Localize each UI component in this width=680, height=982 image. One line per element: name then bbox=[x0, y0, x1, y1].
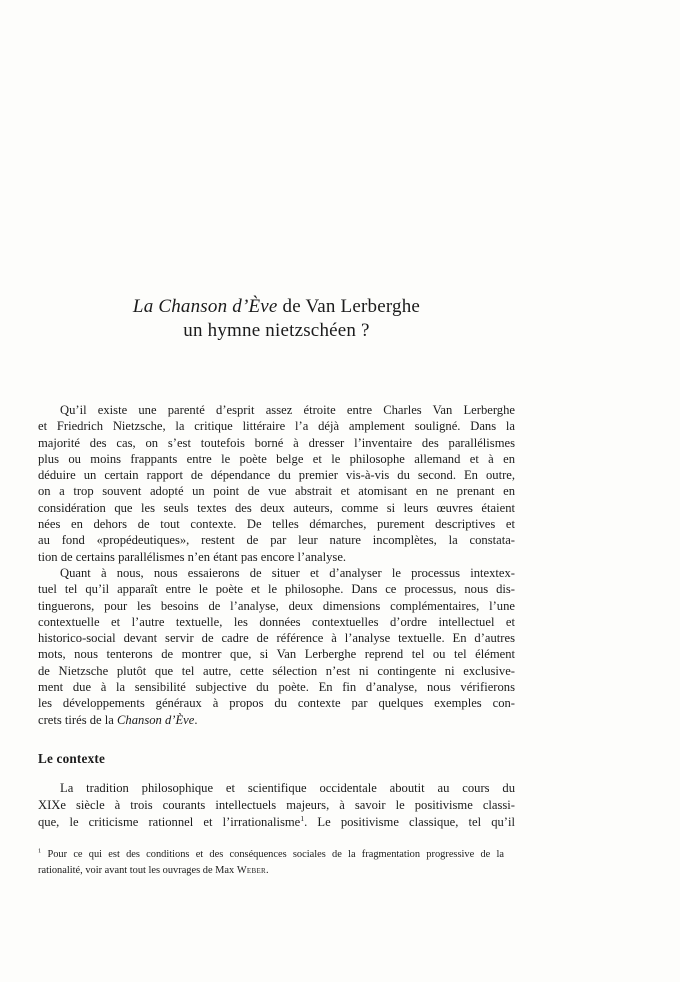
text-line bbox=[38, 402, 515, 418]
footnote bbox=[38, 847, 504, 878]
text-segment: on a trop souvent adopté un point de vue abstrait et atomisant en ne prenant en bbox=[38, 484, 515, 499]
text-segment: Pour ce qui est des conditions et des conséquences sociales de la fragmentation progressive de la bbox=[41, 849, 504, 860]
text-segment: considération que les seuls textes des deux auteurs, comme si leurs œuvres étaient bbox=[38, 500, 515, 515]
text-line bbox=[38, 630, 515, 646]
text-segment: au fond «propédeutiques», restent de par leur nature incomplètes, la constata- bbox=[38, 533, 515, 548]
text-line bbox=[38, 814, 515, 831]
text-segment: rationalité, voir avant tout les ouvrages de Max bbox=[38, 864, 237, 876]
text-line bbox=[38, 712, 515, 728]
context-paragraph bbox=[38, 780, 515, 832]
text-line bbox=[38, 435, 515, 451]
text-segment: Qu’il existe une parenté d’esprit assez étroite entre Charles Van Lerberghe bbox=[60, 403, 515, 417]
text-line bbox=[38, 581, 515, 597]
text-segment: les développements généraux à propos du contexte par quelques exemples con- bbox=[38, 696, 515, 711]
text-line bbox=[38, 467, 515, 483]
text-line bbox=[38, 500, 515, 516]
text-segment: . bbox=[266, 864, 269, 876]
article-title bbox=[38, 295, 515, 342]
text-line bbox=[38, 863, 504, 879]
text-segment: XIXe siècle à trois courants intellectuels majeurs, à savoir le positivisme classi- bbox=[38, 798, 515, 813]
text-line bbox=[38, 646, 515, 662]
text-line bbox=[38, 483, 515, 499]
text-segment: La tradition philosophique et scientifique occidentale aboutit au cours du bbox=[60, 781, 515, 795]
text-line bbox=[38, 695, 515, 711]
text-segment: mots, nous tenterons de montrer que, si Van Lerberghe reprend tel ou tel élément bbox=[38, 647, 515, 662]
text-segment: crets tirés de la bbox=[38, 712, 118, 727]
text-segment: de Nietzsche plutôt que tel autre, cette sélection n’est ni contingente ni exclusive- bbox=[38, 663, 515, 678]
text-line bbox=[38, 451, 515, 467]
article-title-line-1-rest: de Van Lerberghe bbox=[277, 296, 421, 317]
article-title-line-1 bbox=[38, 295, 515, 319]
text-line bbox=[38, 780, 515, 797]
text-segment: tinguerons, pour les besoins de l’analyse, deux dimensions complémentaires, l’une bbox=[38, 598, 515, 613]
text-line bbox=[38, 663, 515, 679]
text-segment: ment due à la sensibilité subjective du poète. En fin d’analyse, nous vérifierons bbox=[38, 680, 515, 695]
text-segment: . bbox=[194, 712, 198, 727]
text-line bbox=[38, 614, 515, 630]
section-heading: Le contexte bbox=[38, 751, 106, 766]
text-segment: majorité des cas, on s’est toutefois borné à dresser l’inventaire des parallélismes bbox=[38, 435, 515, 450]
text-segment: nées en dehors de tout contexte. De telles démarches, purement descriptives et bbox=[38, 517, 515, 532]
text-line bbox=[38, 549, 515, 565]
text-segment: tuel tel qu’il apparaît entre le poète et le philosophe. Dans ce processus, nous dis- bbox=[38, 582, 515, 597]
text-segment: 1 bbox=[300, 814, 305, 824]
text-line bbox=[38, 418, 515, 434]
work-title-italic: La Chanson d’Ève bbox=[132, 296, 278, 317]
article-title-line-2: un hymne nietzschéen ? bbox=[183, 319, 370, 341]
text-segment: Chanson d’Ève bbox=[117, 712, 195, 727]
text-segment: historico-social devant servir de cadre de référence à l’analyse textuelle. En d’autres bbox=[38, 631, 515, 646]
text-segment: plus ou moins frappants entre le poète belge et le philosophe allemand et à en bbox=[38, 451, 515, 466]
text-line bbox=[38, 565, 515, 581]
text-segment: . Le positivisme classique, tel qu’il bbox=[304, 815, 515, 830]
text-segment: 1 bbox=[38, 847, 42, 855]
text-line bbox=[38, 532, 515, 548]
text-segment: déduire un certain rapport de dépendance du premier vis-à-vis du second. En outre, bbox=[38, 468, 515, 483]
text-segment: tion de certains parallélismes n’en étant pas encore l’analyse. bbox=[38, 549, 347, 564]
text-line bbox=[38, 679, 515, 695]
text-segment: que, le criticisme rationnel et l’irrationalisme bbox=[38, 815, 301, 830]
text-segment: et Friedrich Nietzsche, la critique littéraire l’a déjà amplement souligné. Dans la bbox=[38, 419, 515, 434]
text-line bbox=[38, 598, 515, 614]
text-segment: Weber bbox=[236, 864, 267, 876]
text-segment: contextuelle et l’autre textuelle, les données contextuelles d’ordre intellectuel et bbox=[38, 614, 515, 629]
text-line bbox=[38, 516, 515, 532]
text-line bbox=[38, 847, 504, 863]
text-segment: Quant à nous, nous essaierons de situer et d’analyser le processus intextex- bbox=[60, 565, 515, 580]
text-line bbox=[38, 797, 515, 814]
introduction-paragraphs bbox=[38, 402, 515, 728]
